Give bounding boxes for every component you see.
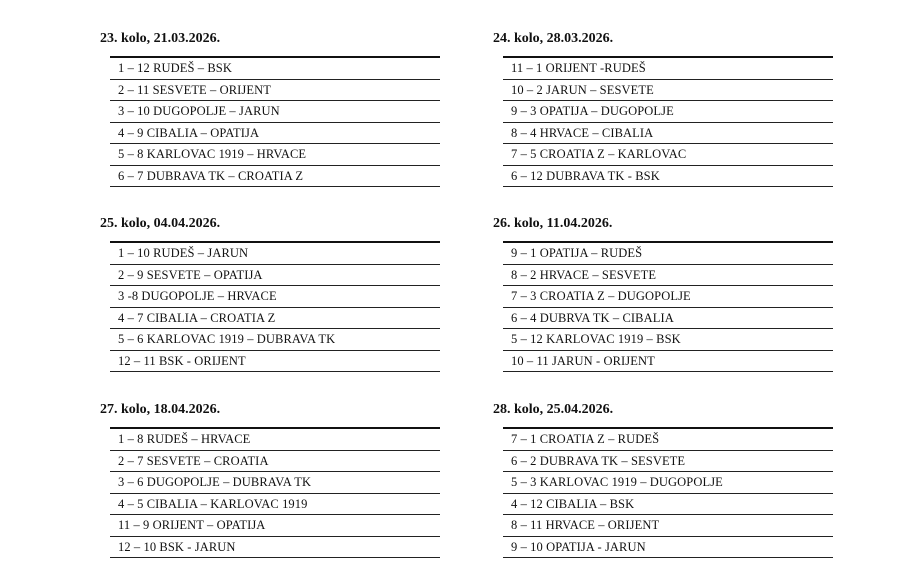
- match-row: 7 – 1 CROATIA Z – RUDEŠ: [503, 429, 833, 451]
- match-row: 4 – 7 CIBALIA – CROATIA Z: [110, 308, 440, 330]
- match-row: 11 – 9 ORIJENT – OPATIJA: [110, 515, 440, 537]
- match-row: 10 – 2 JARUN – SESVETE: [503, 80, 833, 102]
- match-row: 9 – 3 OPATIJA – DUGOPOLJE: [503, 101, 833, 123]
- match-row: 1 – 10 RUDEŠ – JARUN: [110, 243, 440, 265]
- match-row: 11 – 1 ORIJENT -RUDEŠ: [503, 58, 833, 80]
- round-title: 24. kolo, 28.03.2026.: [493, 31, 614, 46]
- match-row: 5 – 12 KARLOVAC 1919 – BSK: [503, 329, 833, 351]
- round-title: 27. kolo, 18.04.2026.: [100, 402, 221, 417]
- match-row: 5 – 6 KARLOVAC 1919 – DUBRAVA TK: [110, 329, 440, 351]
- match-row: 6 – 4 DUBRVA TK – CIBALIA: [503, 308, 833, 330]
- match-row: 6 – 12 DUBRAVA TK - BSK: [503, 166, 833, 188]
- match-list: [503, 243, 833, 372]
- match-row: 8 – 11 HRVACE – ORIJENT: [503, 515, 833, 537]
- match-row: 8 – 2 HRVACE – SESVETE: [503, 265, 833, 287]
- round-title: 25. kolo, 04.04.2026.: [100, 216, 221, 231]
- match-list: [110, 243, 440, 372]
- match-list: [110, 58, 440, 187]
- match-row: 4 – 5 CIBALIA – KARLOVAC 1919: [110, 494, 440, 516]
- match-row: 9 – 1 OPATIJA – RUDEŠ: [503, 243, 833, 265]
- match-row: 10 – 11 JARUN - ORIJENT: [503, 351, 833, 373]
- match-row: 5 – 3 KARLOVAC 1919 – DUGOPOLJE: [503, 472, 833, 494]
- match-row: 9 – 10 OPATIJA - JARUN: [503, 537, 833, 559]
- match-row: 6 – 7 DUBRAVA TK – CROATIA Z: [110, 166, 440, 188]
- round-title: 28. kolo, 25.04.2026.: [493, 402, 614, 417]
- match-row: 4 – 12 CIBALIA – BSK: [503, 494, 833, 516]
- match-row: 1 – 8 RUDEŠ – HRVACE: [110, 429, 440, 451]
- match-row: 4 – 9 CIBALIA – OPATIJA: [110, 123, 440, 145]
- round-title: 26. kolo, 11.04.2026.: [493, 216, 613, 231]
- match-list: [110, 429, 440, 558]
- match-row: 6 – 2 DUBRAVA TK – SESVETE: [503, 451, 833, 473]
- match-row: 2 – 11 SESVETE – ORIJENT: [110, 80, 440, 102]
- match-row: 12 – 11 BSK - ORIJENT: [110, 351, 440, 373]
- match-row: 1 – 12 RUDEŠ – BSK: [110, 58, 440, 80]
- match-row: 3 – 6 DUGOPOLJE – DUBRAVA TK: [110, 472, 440, 494]
- match-list: [503, 58, 833, 187]
- match-row: 3 – 10 DUGOPOLJE – JARUN: [110, 101, 440, 123]
- match-row: 5 – 8 KARLOVAC 1919 – HRVACE: [110, 144, 440, 166]
- match-row: 3 -8 DUGOPOLJE – HRVACE: [110, 286, 440, 308]
- match-row: 7 – 3 CROATIA Z – DUGOPOLJE: [503, 286, 833, 308]
- round-title: 23. kolo, 21.03.2026.: [100, 31, 221, 46]
- match-list: [503, 429, 833, 558]
- match-row: 12 – 10 BSK - JARUN: [110, 537, 440, 559]
- match-row: 8 – 4 HRVACE – CIBALIA: [503, 123, 833, 145]
- match-row: 2 – 7 SESVETE – CROATIA: [110, 451, 440, 473]
- match-row: 7 – 5 CROATIA Z – KARLOVAC: [503, 144, 833, 166]
- match-row: 2 – 9 SESVETE – OPATIJA: [110, 265, 440, 287]
